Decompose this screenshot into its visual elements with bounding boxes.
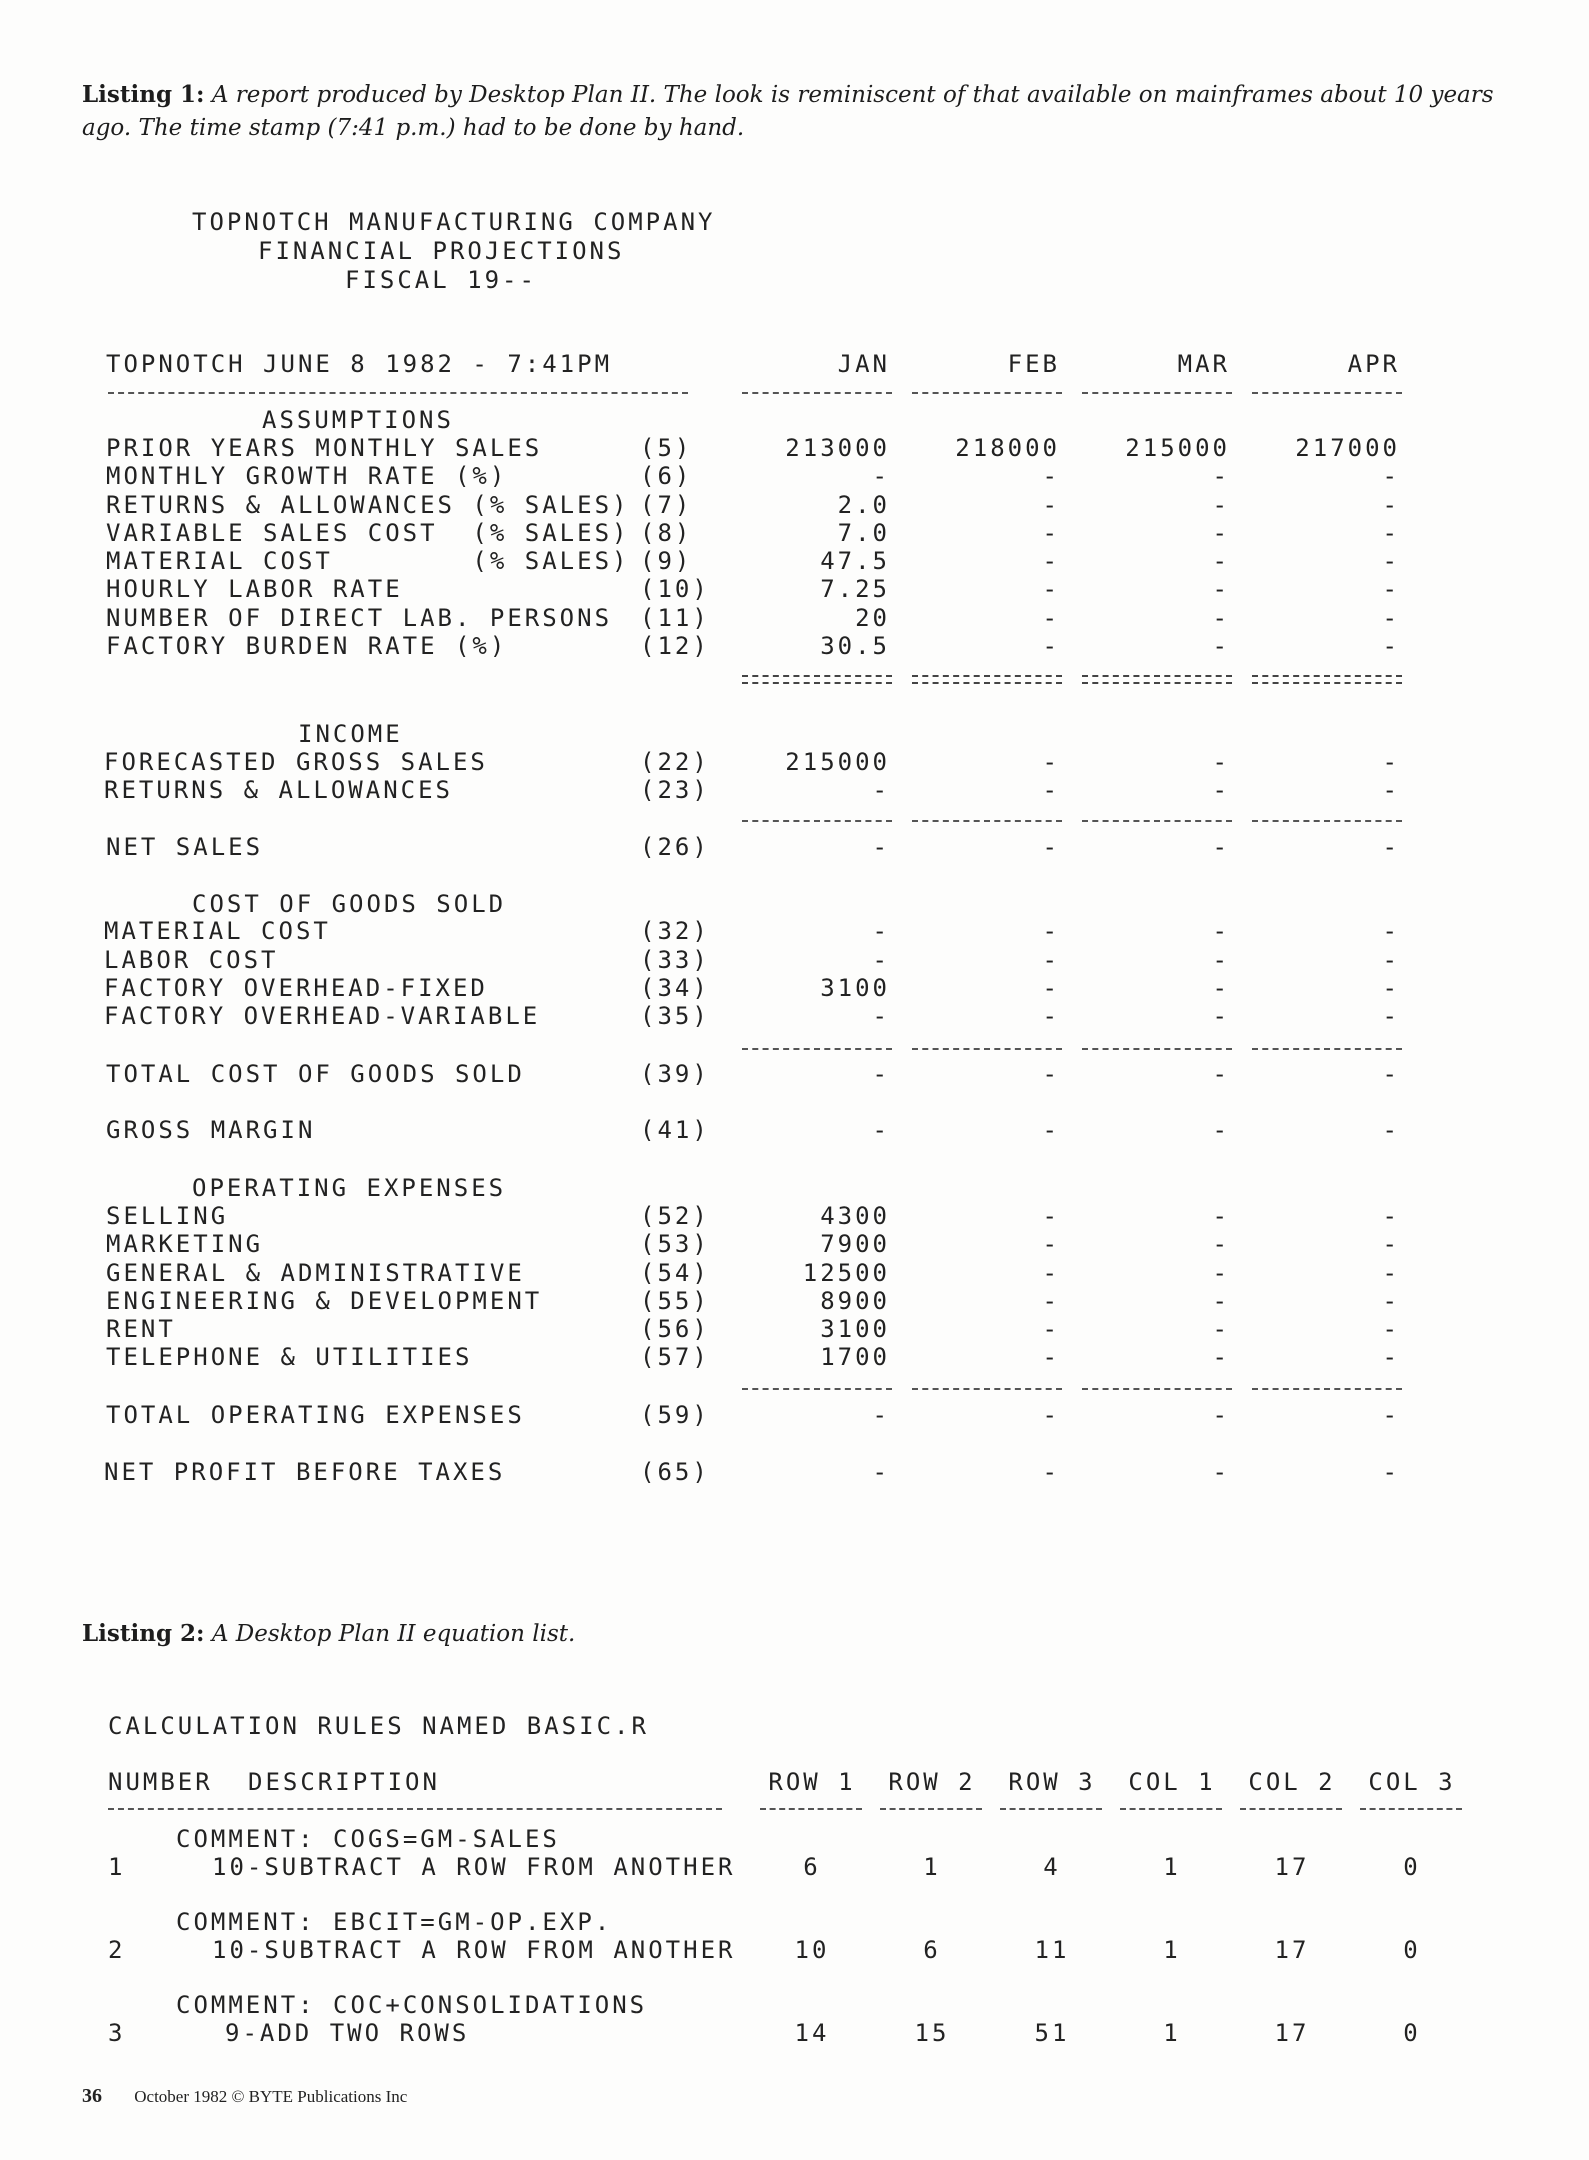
rule-value-col3: 0 <box>1403 2019 1421 2047</box>
section-assumptions: ASSUMPTIONS <box>262 406 454 434</box>
row-value-jan: 47.5 <box>820 547 890 575</box>
rule-value-row2: 1 <box>923 1853 941 1881</box>
double-rule-jan <box>742 675 892 684</box>
rule-comment: COMMENT: COC+CONSOLIDATIONS <box>176 1991 648 2019</box>
section-opex: OPERATING EXPENSES <box>192 1174 507 1202</box>
row-reference: (32) <box>640 917 710 945</box>
row-reference: (9) <box>640 547 693 575</box>
row-value-jan: - <box>872 1116 890 1144</box>
row-value-feb: - <box>1042 547 1060 575</box>
row-reference: (6) <box>640 462 693 490</box>
double-rule-feb <box>912 675 1062 684</box>
row-value-mar: - <box>1212 1401 1230 1429</box>
row-reference: (55) <box>640 1287 710 1315</box>
rules-header-row2: ROW 2 <box>888 1768 976 1796</box>
rule-description: 9-ADD TWO ROWS <box>225 2019 470 2047</box>
row-value-apr: - <box>1382 1060 1400 1088</box>
row-reference: (5) <box>640 434 693 462</box>
row-label: GENERAL & ADMINISTRATIVE <box>106 1259 525 1287</box>
row-value-feb: - <box>1042 604 1060 632</box>
row-value-mar: - <box>1212 1060 1230 1088</box>
row-value-apr: - <box>1382 748 1400 776</box>
row-label: NUMBER OF DIRECT LAB. PERSONS <box>106 604 613 632</box>
rules-header-row3: ROW 3 <box>1008 1768 1096 1796</box>
row-label: RENT <box>106 1315 176 1343</box>
section-cogs: COST OF GOODS SOLD <box>192 890 507 918</box>
row-label: TELEPHONE & UTILITIES <box>106 1343 473 1371</box>
row-value-mar: - <box>1212 1343 1230 1371</box>
row-label: MARKETING <box>106 1230 264 1258</box>
row-value-feb: - <box>1042 1230 1060 1258</box>
row-value-mar: - <box>1212 575 1230 603</box>
row-value-jan: 3100 <box>820 974 890 1002</box>
row-label: GROSS MARGIN <box>106 1116 316 1144</box>
row-value-jan: - <box>872 462 890 490</box>
row-value-feb: - <box>1042 1401 1060 1429</box>
row-label: TOTAL COST OF GOODS SOLD <box>106 1060 525 1088</box>
subtotal-rule-cogs-mar <box>1082 1048 1232 1050</box>
row-label: NET PROFIT BEFORE TAXES <box>104 1458 506 1486</box>
row-value-feb: - <box>1042 833 1060 861</box>
row-value-mar: - <box>1212 974 1230 1002</box>
row-value-jan: 4300 <box>820 1202 890 1230</box>
row-value-apr: - <box>1382 1230 1400 1258</box>
listing-1-caption <box>82 78 1522 145</box>
row-value-feb: - <box>1042 1259 1060 1287</box>
row-value-jan: 7.25 <box>820 575 890 603</box>
row-reference: (57) <box>640 1343 710 1371</box>
rule-value-row1: 14 <box>794 2019 830 2047</box>
row-reference: (56) <box>640 1315 710 1343</box>
rules-header-number: NUMBER <box>108 1768 213 1796</box>
row-value-feb: - <box>1042 1458 1060 1486</box>
row-value-feb: - <box>1042 1343 1060 1371</box>
row-value-feb: - <box>1042 1202 1060 1230</box>
row-label: ENGINEERING & DEVELOPMENT <box>106 1287 543 1315</box>
row-reference: (52) <box>640 1202 710 1230</box>
rule-value-row1: 6 <box>803 1853 821 1881</box>
row-value-apr: - <box>1382 1259 1400 1287</box>
row-value-jan: - <box>872 946 890 974</box>
subtotal-rule-opex-mar <box>1082 1388 1232 1390</box>
row-reference: (34) <box>640 974 710 1002</box>
row-value-jan: 7.0 <box>837 519 890 547</box>
row-value-mar: - <box>1212 946 1230 974</box>
row-label: FACTORY OVERHEAD-FIXED <box>104 974 488 1002</box>
rules-header-underline-desc <box>108 1808 722 1810</box>
row-value-jan: 8900 <box>820 1287 890 1315</box>
row-value-mar: - <box>1212 1002 1230 1030</box>
rule-value-col1: 1 <box>1163 2019 1181 2047</box>
double-rule-apr <box>1252 675 1402 684</box>
row-value-jan: - <box>872 1060 890 1088</box>
row-value-apr: - <box>1382 1002 1400 1030</box>
rule-value-row3: 11 <box>1034 1936 1070 1964</box>
row-reference: (26) <box>640 833 710 861</box>
rule-value-row3: 51 <box>1034 2019 1070 2047</box>
month-header-apr: APR <box>1347 350 1400 378</box>
rule-value-col2: 17 <box>1274 1936 1310 1964</box>
report-title-fiscal: FISCAL 19-- <box>345 266 537 294</box>
rule-value-row1: 10 <box>794 1936 830 1964</box>
row-value-jan: 1700 <box>820 1343 890 1371</box>
row-value-feb: - <box>1042 748 1060 776</box>
subtotal-rule-cogs-feb <box>912 1048 1062 1050</box>
row-value-feb: - <box>1042 1002 1060 1030</box>
row-value-feb: - <box>1042 1287 1060 1315</box>
row-value-apr: - <box>1382 547 1400 575</box>
row-label: FACTORY BURDEN RATE (%) <box>106 632 508 660</box>
row-reference: (39) <box>640 1060 710 1088</box>
row-value-apr: - <box>1382 491 1400 519</box>
row-value-feb: - <box>1042 946 1060 974</box>
row-label: HOURLY LABOR RATE <box>106 575 403 603</box>
rule-description: 10-SUBTRACT A ROW FROM ANOTHER <box>212 1853 736 1881</box>
listing-2-label: Listing 2: <box>82 1620 205 1647</box>
row-value-jan: 20 <box>855 604 890 632</box>
row-value-feb: - <box>1042 1315 1060 1343</box>
month-header-jan: JAN <box>837 350 890 378</box>
rule-comment: COMMENT: COGS=GM-SALES <box>176 1825 560 1853</box>
month-header-feb: FEB <box>1007 350 1060 378</box>
row-value-apr: - <box>1382 833 1400 861</box>
row-reference: (41) <box>640 1116 710 1144</box>
row-value-feb: - <box>1042 917 1060 945</box>
row-label: RETURNS & ALLOWANCES <box>104 776 453 804</box>
row-value-apr: - <box>1382 1315 1400 1343</box>
row-value-feb: - <box>1042 632 1060 660</box>
row-reference: (7) <box>640 491 693 519</box>
row-value-feb: - <box>1042 519 1060 547</box>
row-value-apr: - <box>1382 519 1400 547</box>
subtotal-rule-opex-feb <box>912 1388 1062 1390</box>
row-value-feb: - <box>1042 1116 1060 1144</box>
row-reference: (33) <box>640 946 710 974</box>
row-reference: (59) <box>640 1401 710 1429</box>
subtotal-rule-cogs-apr <box>1252 1048 1402 1050</box>
section-income: INCOME <box>298 720 403 748</box>
rule-value-col3: 0 <box>1403 1936 1421 1964</box>
row-value-apr: - <box>1382 604 1400 632</box>
subtotal-rule-opex-jan <box>742 1388 892 1390</box>
row-reference: (54) <box>640 1259 710 1287</box>
row-value-jan: 2.0 <box>837 491 890 519</box>
row-value-mar: - <box>1212 748 1230 776</box>
row-value-apr: - <box>1382 946 1400 974</box>
row-label: RETURNS & ALLOWANCES (% SALES) <box>106 491 630 519</box>
row-value-mar: - <box>1212 1315 1230 1343</box>
rule-value-col2: 17 <box>1274 2019 1310 2047</box>
row-value-mar: - <box>1212 632 1230 660</box>
rules-header-underline-col3 <box>1360 1808 1462 1810</box>
subtotal-rule-net-sales-mar <box>1082 820 1232 822</box>
row-label: VARIABLE SALES COST (% SALES) <box>106 519 630 547</box>
row-value-jan: - <box>872 917 890 945</box>
row-value-feb: 218000 <box>955 434 1060 462</box>
row-label: PRIOR YEARS MONTHLY SALES <box>106 434 543 462</box>
row-value-mar: - <box>1212 1202 1230 1230</box>
row-label: MATERIAL COST <box>104 917 331 945</box>
listing-1-text: A report produced by Desktop Plan II. The look is reminiscent of that available on mainframes about 10 years ago. The time stamp (7:41 p.m.) had to be done by hand. <box>82 82 1494 141</box>
subtotal-rule-net-sales-feb <box>912 820 1062 822</box>
report-title-company: TOPNOTCH MANUFACTURING COMPANY <box>192 208 716 236</box>
row-reference: (23) <box>640 776 710 804</box>
row-value-feb: - <box>1042 491 1060 519</box>
footer-credit: October 1982 © BYTE Publications Inc <box>134 2087 408 2106</box>
row-value-mar: - <box>1212 917 1230 945</box>
row-value-feb: - <box>1042 462 1060 490</box>
row-value-jan: 215000 <box>785 748 890 776</box>
row-value-mar: - <box>1212 547 1230 575</box>
row-value-feb: - <box>1042 1060 1060 1088</box>
row-value-mar: - <box>1212 1116 1230 1144</box>
row-value-apr: - <box>1382 776 1400 804</box>
row-label: FORECASTED GROSS SALES <box>104 748 488 776</box>
row-value-jan: - <box>872 1458 890 1486</box>
rule-value-col1: 1 <box>1163 1853 1181 1881</box>
rules-header-underline-row1 <box>760 1808 862 1810</box>
row-reference: (53) <box>640 1230 710 1258</box>
row-reference: (12) <box>640 632 710 660</box>
page-number: 36 <box>82 2085 102 2107</box>
row-value-jan: 30.5 <box>820 632 890 660</box>
rule-number: 3 <box>108 2019 126 2047</box>
row-value-apr: - <box>1382 575 1400 603</box>
row-label: TOTAL OPERATING EXPENSES <box>106 1401 525 1429</box>
header-underline-feb <box>912 392 1062 394</box>
row-reference: (10) <box>640 575 710 603</box>
row-reference: (35) <box>640 1002 710 1030</box>
rule-value-col3: 0 <box>1403 1853 1421 1881</box>
row-label: LABOR COST <box>104 946 279 974</box>
rules-header-underline-col1 <box>1120 1808 1222 1810</box>
row-value-mar: - <box>1212 1287 1230 1315</box>
row-value-feb: - <box>1042 974 1060 1002</box>
row-value-mar: - <box>1212 1230 1230 1258</box>
listing-2-text: A Desktop Plan II equation list. <box>211 1621 576 1647</box>
row-label: NET SALES <box>106 833 264 861</box>
row-value-feb: - <box>1042 575 1060 603</box>
row-value-apr: - <box>1382 462 1400 490</box>
rule-value-col2: 17 <box>1274 1853 1310 1881</box>
row-value-mar: - <box>1212 462 1230 490</box>
rule-number: 2 <box>108 1936 126 1964</box>
rules-header-row1: ROW 1 <box>768 1768 856 1796</box>
row-label: SELLING <box>106 1202 229 1230</box>
row-value-jan: 3100 <box>820 1315 890 1343</box>
month-header-mar: MAR <box>1177 350 1230 378</box>
row-reference: (22) <box>640 748 710 776</box>
row-value-apr: - <box>1382 974 1400 1002</box>
rules-header-col2: COL 2 <box>1248 1768 1336 1796</box>
row-reference: (8) <box>640 519 693 547</box>
row-reference: (65) <box>640 1458 710 1486</box>
header-underline-mar <box>1082 392 1232 394</box>
rules-header-underline-col2 <box>1240 1808 1342 1810</box>
rules-header-description: DESCRIPTION <box>248 1768 440 1796</box>
report-timestamp: TOPNOTCH JUNE 8 1982 - 7:41PM <box>106 350 613 378</box>
rule-value-row2: 6 <box>923 1936 941 1964</box>
row-value-jan: - <box>872 1401 890 1429</box>
row-value-jan: 213000 <box>785 434 890 462</box>
subtotal-rule-opex-apr <box>1252 1388 1402 1390</box>
row-value-mar: - <box>1212 491 1230 519</box>
header-underline-label <box>108 392 688 394</box>
page-footer <box>82 2085 407 2108</box>
subtotal-rule-net-sales-apr <box>1252 820 1402 822</box>
subtotal-rule-net-sales-jan <box>742 820 892 822</box>
row-value-apr: - <box>1382 1116 1400 1144</box>
row-value-apr: - <box>1382 1458 1400 1486</box>
row-value-mar: - <box>1212 1259 1230 1287</box>
row-value-jan: - <box>872 1002 890 1030</box>
row-label: MATERIAL COST (% SALES) <box>106 547 630 575</box>
row-value-mar: - <box>1212 776 1230 804</box>
row-value-mar: - <box>1212 1458 1230 1486</box>
report-title-projections: FINANCIAL PROJECTIONS <box>258 237 625 265</box>
row-value-jan: - <box>872 776 890 804</box>
header-underline-jan <box>742 392 892 394</box>
subtotal-rule-cogs-jan <box>742 1048 892 1050</box>
double-rule-mar <box>1082 675 1232 684</box>
rules-header-col1: COL 1 <box>1128 1768 1216 1796</box>
rule-number: 1 <box>108 1853 126 1881</box>
listing-1-label: Listing 1: <box>82 81 205 108</box>
row-reference: (11) <box>640 604 710 632</box>
rule-description: 10-SUBTRACT A ROW FROM ANOTHER <box>212 1936 736 1964</box>
row-value-mar: - <box>1212 519 1230 547</box>
row-value-apr: - <box>1382 1202 1400 1230</box>
rules-header-col3: COL 3 <box>1368 1768 1456 1796</box>
row-value-jan: 7900 <box>820 1230 890 1258</box>
row-value-mar: - <box>1212 604 1230 632</box>
rule-value-row2: 15 <box>914 2019 950 2047</box>
row-value-apr: - <box>1382 632 1400 660</box>
row-value-apr: 217000 <box>1295 434 1400 462</box>
listing-2-caption <box>82 1617 1522 1651</box>
rules-header-underline-row2 <box>880 1808 982 1810</box>
row-label: FACTORY OVERHEAD-VARIABLE <box>104 1002 541 1030</box>
row-value-mar: - <box>1212 833 1230 861</box>
row-value-jan: - <box>872 833 890 861</box>
rule-value-row3: 4 <box>1043 1853 1061 1881</box>
row-value-feb: - <box>1042 776 1060 804</box>
header-underline-apr <box>1252 392 1402 394</box>
row-value-jan: 12500 <box>802 1259 890 1287</box>
row-value-apr: - <box>1382 1287 1400 1315</box>
row-value-apr: - <box>1382 1343 1400 1371</box>
row-label: MONTHLY GROWTH RATE (%) <box>106 462 508 490</box>
rule-comment: COMMENT: EBCIT=GM-OP.EXP. <box>176 1908 613 1936</box>
row-value-mar: 215000 <box>1125 434 1230 462</box>
rule-value-col1: 1 <box>1163 1936 1181 1964</box>
row-value-apr: - <box>1382 1401 1400 1429</box>
row-value-apr: - <box>1382 917 1400 945</box>
rules-header-underline-row3 <box>1000 1808 1102 1810</box>
rules-title: CALCULATION RULES NAMED BASIC.R <box>108 1712 649 1740</box>
